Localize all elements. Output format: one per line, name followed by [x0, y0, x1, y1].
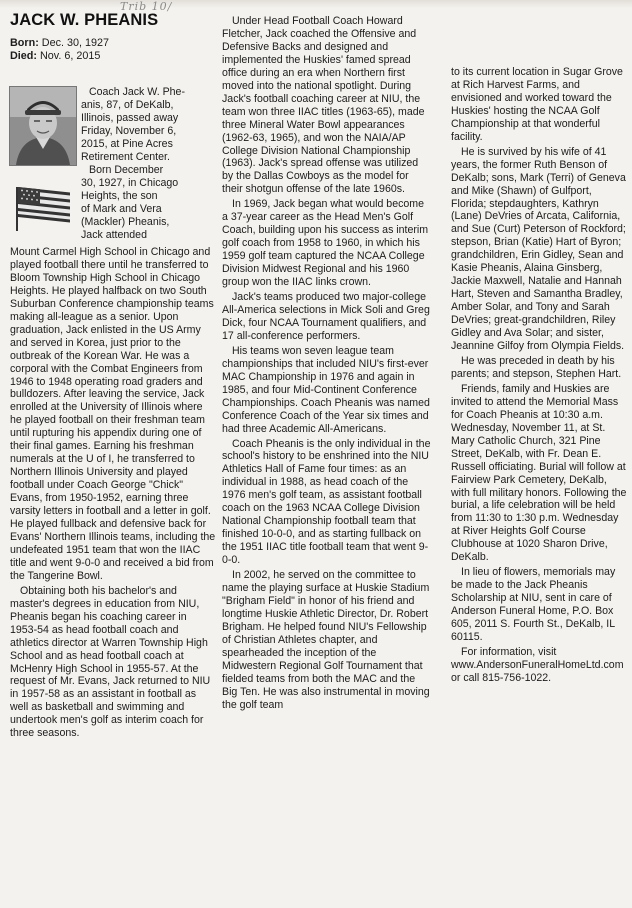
paragraph: In 1969, Jack began what would become a 37-year career as the Head Men's Golf Coach, building upon his success as interim golf coach from 1958 to 1960, in which his 1959 golf team captured the NCAA College Division Midwest Regional and his 1960 group won the IIAC links crown. [222, 198, 429, 289]
paragraph: In 2002, he served on the committee to name the playing surface at Huskie Stadium "Brigham Field" in honor of his friend and longtime Huskie Athletic Director, Dr. Robert Brigham. He helped found NIU's Fellowship of Christian Athletes chapter, and spearheaded the inception of the Midwestern Regional Golf Tournament that fielded teams from both the MAC and the Big Ten. He was also instrumental in moving the golf team [222, 569, 430, 711]
lede-line: Friday, November 6, [81, 125, 177, 137]
paragraph: to its current location in Sugar Grove at Rich Harvest Farms, and envisioned and worked toward the Huskies' hosting the NCAA Golf Championship at that wonderful facility. [451, 66, 623, 143]
born-date: Dec. 30, 1927 [41, 37, 110, 49]
died-label: Died: [10, 50, 37, 62]
column-2 [222, 15, 432, 712]
paragraph: He is survived by his wife of 41 years, the former Ruth Benson of DeKalb; sons, Mark (Terri) of Geneva and Mike (Shawn) of Gulfport, Florida; stepdaughters, Kathryn (Lane) DeVries of Arcata, California, and Sue (Curt) Peterson of Rockford; stepson, Brian (Katie) Hart of Byron; grandchildren, Erin Gidley, Sean and Kasie Pheanis, Alaina Ginsberg, Jackie Maxwell, Natalie and Hannah Hart, Steven and Samantha Bradley, Amber Solar, and Tony and Sarah DeVries; great-grandchildren, Riley Gidley and Ava Solar; and sister, Jeannine Gilfoy from Olympia Fields. [451, 145, 626, 353]
lede-line: 30, 1927, in Chicago [81, 177, 179, 189]
paragraph: Coach Pheanis is the only individual in the school's history to be enshrined into the NIU Athletics Hall of Fame four times: as an individual in 1988, as head coach of the 1976 men's golf team, as assistant football coach on the 1963 NCAA College Division National Championship football team that finished 10-0-0, and as starting fullback on the 1951 IIAC title football team that went 9-0-0. [222, 437, 431, 567]
paragraph: Mount Carmel High School in Chicago and played football there until he transferred to Bloom Township High School in Chicago Heights. He played halfback on two South Suburban Conference championship teams making all-league as a senior. Upon graduation, Jack enlisted in the US Army and served in Korea, just prior to the outbreak of the Korean War. He was a corporal with the Combat Engineers from 1946 to 1948 operating road graders and bulldozers. After leaving the service, Jack enrolled at the University of Illinois where he played football on their freshman team until rupturing his appendix during one of their final games. Earning his freshman numerals at the U of I, he transferred to Northern Illinois University and played football under Coach George "Chick" Evans, from 1950-1952, earning three varsity letters in football and a letter in golf. He played fullback and defensive back for Evans' Northern Illinois teams, including the undefeated 1951 team that won the IIAC title and went 9-0-0 and received a bid from the Tangerine Bowl. [10, 246, 216, 582]
paragraph: Under Head Football Coach Howard Fletcher, Jack coached the Offensive and Defensive Backs and designed and implemented the Huskies' famed spread office during an era when Northern first moved into the national spotlight. During Jack's football coaching career at NIU, the team won three IIAC titles (1963-65), made three Mineral Water Bowl appearances (1962-63, 1965), and won the NAIA/AP College Division National Championship (1963). Jack's spread offense was utilized by the Dallas Cowboys as the model for their shotgun offense of the late 1960s. [222, 15, 425, 196]
lede-line: Retirement Center. [81, 151, 170, 163]
paragraph: Obtaining both his bachelor's and master's degrees in education from NIU, Pheanis began his coaching career in 1953-54 as head football coach and athletics director at Warren Township High School and as head football coach at McHenry High School in 1955-57. At the request of Mr. Evans, Jack returned to NIU in 1957-58 as an assistant in football as well as basketball and swimming and undertook men's golf as interim coach for three seasons. [10, 584, 211, 740]
lede-line: 2015, at Pine Acres [81, 138, 173, 150]
paragraph: His teams won seven league team championships that included NIU's first-ever MAC Championship in 1976 and again in 1985, and four Mid-Continent Conference Championships. Coach Pheanis was named Conference Coach of the Year six times and had three Academic All-Americans. [222, 344, 430, 435]
paragraph: For information, visit www.AndersonFuneralHomeLtd.com or call 815-756-1022. [451, 645, 624, 684]
lede-line: Jack attended [81, 229, 147, 241]
died-line [10, 50, 100, 62]
column-1 [10, 246, 216, 740]
column-3 [451, 66, 628, 685]
lede-line: Born December [89, 164, 164, 176]
scan-edge [0, 0, 632, 8]
obituary-headline: JACK W. PHEANIS [10, 11, 159, 29]
died-date: Nov. 6, 2015 [40, 50, 101, 62]
lede-line: (Mackler) Pheanis, [81, 216, 170, 228]
portrait-image [10, 87, 76, 165]
born-line [10, 37, 109, 49]
lede-line: of Mark and Vera [81, 203, 162, 215]
american-flag-icon [11, 181, 73, 233]
handwritten-note: Trib 10/ [120, 0, 173, 13]
lede-line: anis, 87, of DeKalb, [81, 99, 174, 111]
lede-line: Coach Jack W. Phe- [89, 86, 185, 98]
lede-line: Heights, the son [81, 190, 158, 202]
lede-line: Illinois, passed away [81, 112, 179, 124]
paragraph: Friends, family and Huskies are invited to attend the Memorial Mass for Coach Pheanis at 10:30 a.m. Wednesday, November 11, at St. Mary Catholic Church, 321 Pine Street, DeKalb, with Fr. Dean E. Russell officiating. Burial will follow at Fairview Park Cemetery, DeKalb, with full military honors. Following the burial, a life celebration will be held from 11:30 to 1:30 p.m. Wednesday at River Heights Golf Course Clubhouse at 1020 Sharon Drive, DeKalb. [451, 382, 627, 564]
born-label: Born: [10, 37, 39, 49]
paragraph: In lieu of flowers, memorials may be made to the Jack Pheanis Scholarship at NIU, sent in care of Anderson Funeral Home, P.O. Box 605, 2011 S. Fourth St., DeKalb, IL 60115. [451, 566, 616, 643]
portrait-photo [9, 86, 77, 166]
paragraph: Jack's teams produced two major-college All-America selections in Mick Soli and Greg Dick, four NCAA Tournament qualifiers, and 17 all-conference performers. [222, 291, 430, 342]
paragraph: He was preceded in death by his parents; and stepson, Stephen Hart. [451, 354, 622, 380]
